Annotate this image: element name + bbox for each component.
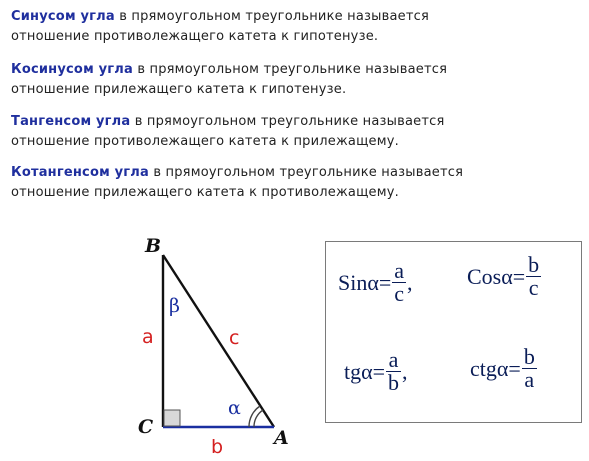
denominator: b — [388, 370, 400, 395]
angle-alpha-label: α — [228, 397, 241, 419]
definition-text: отношение прилежащего катета к противолежащему. — [11, 185, 399, 200]
formula-lhs: ctgα= — [470, 355, 521, 381]
denominator: c — [528, 275, 539, 300]
definition-text: в прямоугольном треугольнике называется — [132, 62, 448, 77]
formula-box — [325, 241, 582, 423]
definition-text: в прямоугольном треугольнике называется — [130, 114, 445, 129]
angle-beta-label: β — [169, 295, 180, 317]
formula-lhs: Cosα= — [467, 263, 526, 289]
fraction — [526, 254, 541, 299]
formula-cosine — [467, 254, 542, 299]
definition-text: в прямоугольном треугольнике называется — [149, 165, 464, 180]
definition-text: отношение противолежащего катета к прилежащему. — [11, 134, 399, 149]
formula-lhs: Sinα= — [338, 269, 392, 295]
right-angle-marker — [164, 410, 180, 426]
formula-sine — [338, 260, 413, 305]
side-c-label: c — [229, 327, 240, 349]
numerator: a — [394, 258, 405, 283]
term-tangent: Тангенсом угла — [11, 114, 131, 129]
vertex-c-label: C — [138, 416, 154, 438]
numerator: b — [528, 252, 540, 277]
vertex-b-label: B — [145, 235, 162, 257]
formula-suffix: , — [407, 269, 413, 295]
fraction — [386, 349, 401, 394]
definition-text: отношение противолежащего катета к гипотенузе. — [11, 29, 379, 44]
vertex-a-label: A — [274, 427, 289, 449]
hypotenuse-c-line — [163, 255, 274, 427]
term-cotangent: Котангенсом угла — [11, 165, 149, 180]
formula-suffix: , — [402, 358, 408, 384]
numerator: a — [388, 347, 399, 372]
numerator: b — [523, 344, 535, 369]
formula-lhs: tgα= — [344, 358, 386, 384]
angle-alpha-arc-inner — [254, 410, 263, 427]
denominator: c — [394, 281, 405, 306]
formula-cotangent — [470, 346, 538, 391]
fraction — [522, 346, 537, 391]
formula-tangent — [344, 349, 408, 394]
term-cosine: Косинусом угла — [11, 62, 133, 77]
term-sine: Синусом угла — [11, 9, 115, 24]
side-b-label: b — [211, 436, 224, 458]
fraction — [392, 260, 406, 305]
denominator: a — [524, 367, 535, 392]
definition-text: в прямоугольном треугольнике называется — [114, 9, 429, 24]
definition-text: отношение прилежащего катета к гипотенузе. — [11, 82, 347, 97]
side-a-label: a — [142, 326, 154, 348]
